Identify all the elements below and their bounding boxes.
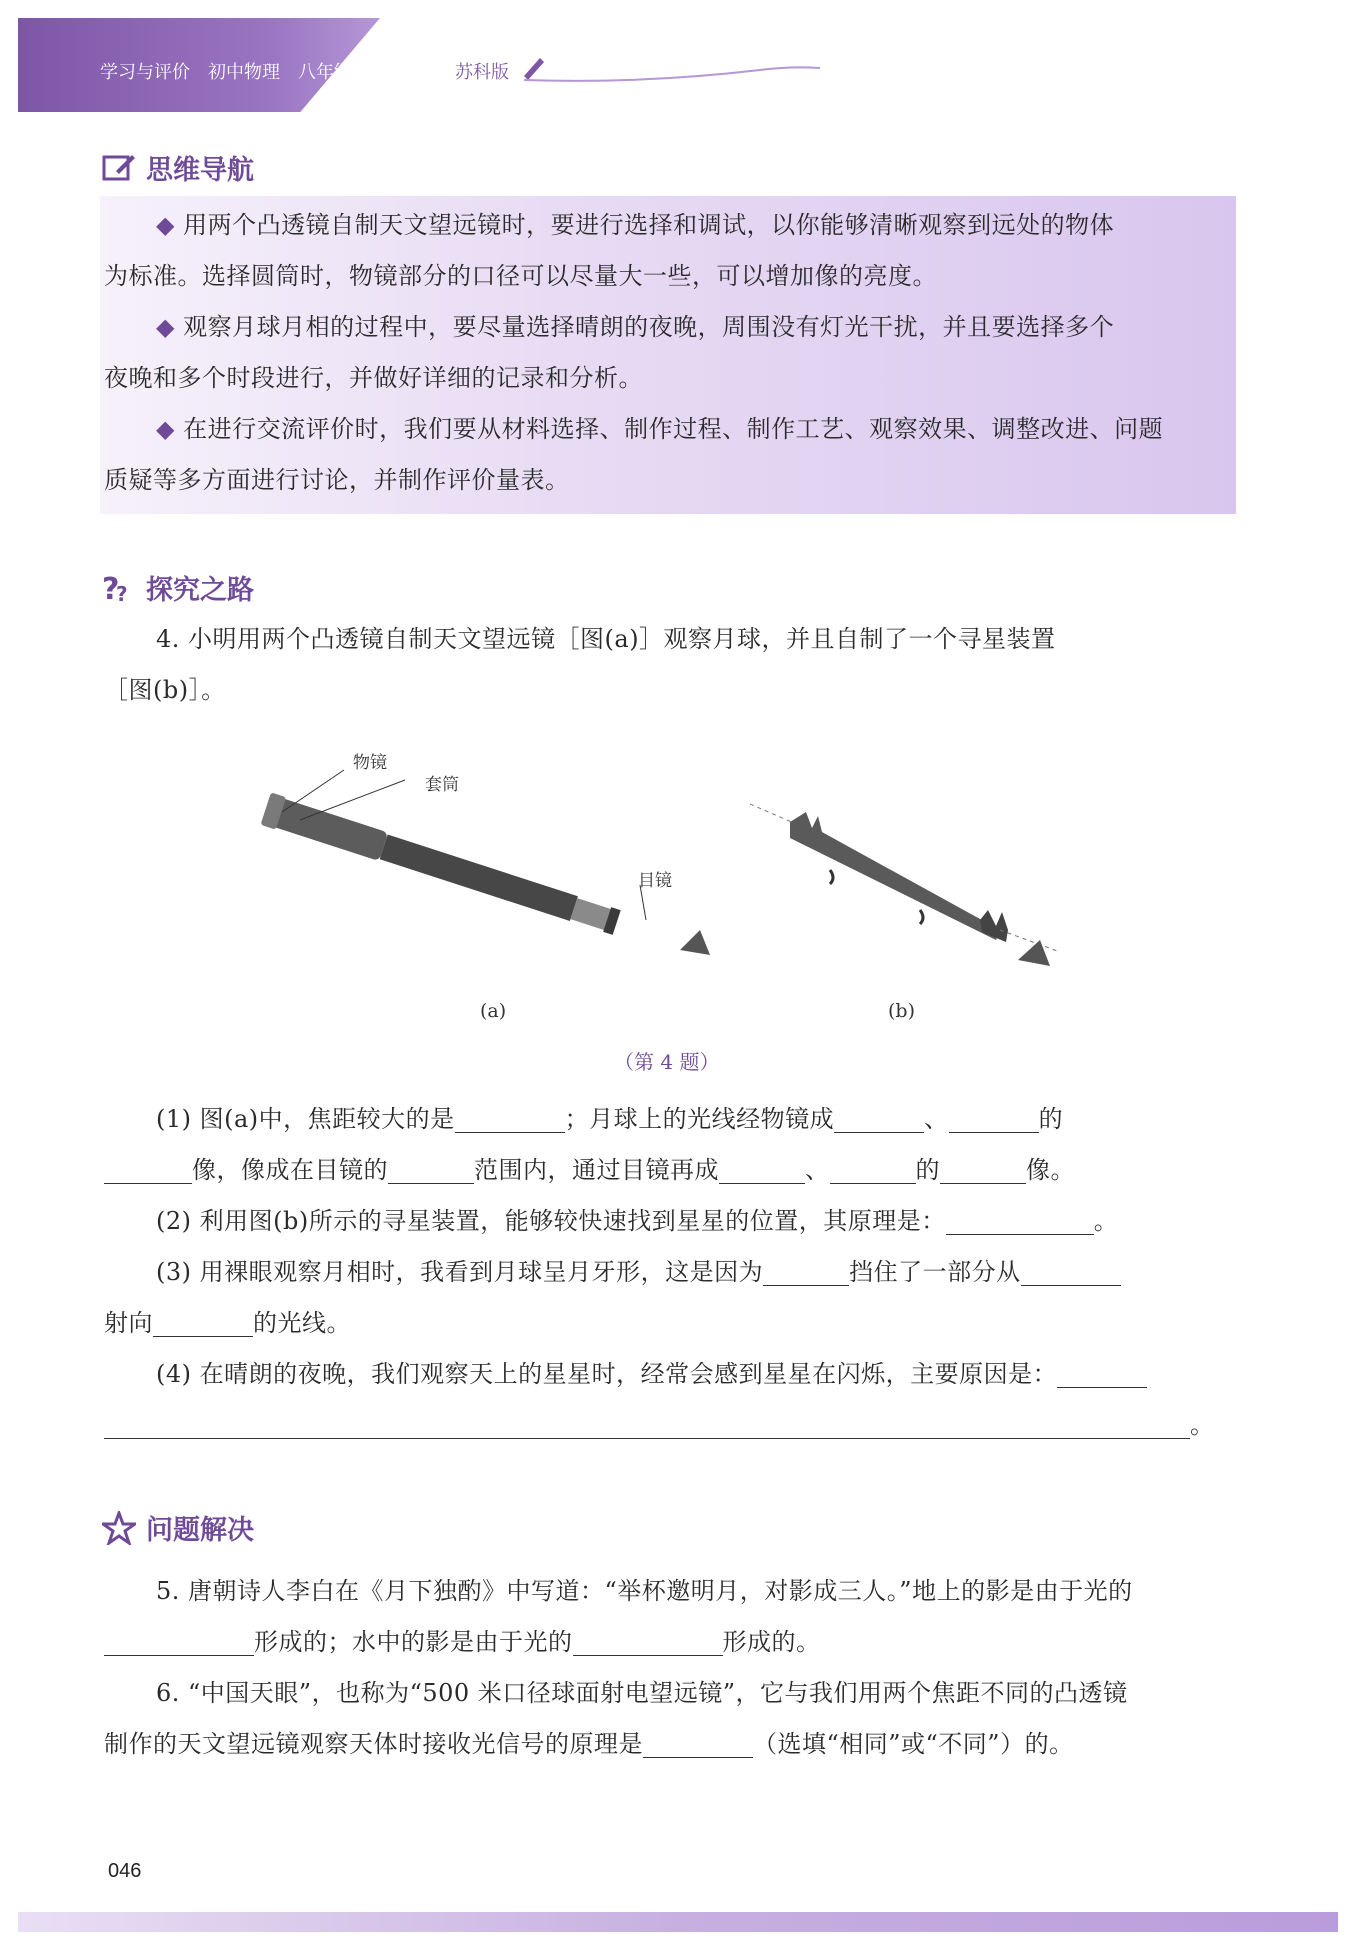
- answer-blank[interactable]: [1021, 1255, 1121, 1286]
- question-icon: [102, 571, 136, 605]
- section-solve-title: 问题解决: [146, 1515, 254, 1546]
- answer-blank[interactable]: [830, 1153, 916, 1184]
- answer-blank[interactable]: [719, 1153, 805, 1184]
- edit-icon: [102, 153, 136, 183]
- star-icon: [102, 1511, 136, 1545]
- answer-blank[interactable]: [153, 1306, 253, 1337]
- guide-item-1: ◆ 用两个凸透镜自制天文望远镜时，要进行选择和调试，以你能够清晰观察到远处的物体 为标准。选择圆筒时，物镜部分的口径可以尽量大一些，可以增加像的亮度。: [104, 211, 1115, 290]
- header-series: 学习与评价: [100, 62, 190, 83]
- pencil-icon: [520, 50, 820, 90]
- answer-blank[interactable]: [104, 1625, 254, 1656]
- question-4-part-4: (4) 在晴朗的夜晚，我们观察天上的星星时，经常会感到星星在闪烁，主要原因是： 。: [104, 1349, 1224, 1451]
- answer-blank[interactable]: [834, 1102, 924, 1133]
- label-tube: 套筒: [425, 775, 459, 795]
- guide-item-3: ◆ 在进行交流评价时，我们要从材料选择、制作过程、制作工艺、观察效果、调整改进、问题 质疑等多方面进行讨论，并制作评价量表。: [104, 415, 1164, 494]
- header-subject: 初中物理: [208, 62, 280, 83]
- answer-blank[interactable]: [388, 1153, 474, 1184]
- section-guide-heading: [102, 148, 254, 187]
- answer-blank[interactable]: [1057, 1357, 1147, 1388]
- label-eyepiece: 目镜: [638, 871, 672, 891]
- answer-blank[interactable]: [949, 1102, 1039, 1133]
- page-number: 046: [108, 1860, 142, 1882]
- diamond-icon: ◆: [156, 415, 184, 443]
- diamond-icon: ◆: [156, 313, 184, 341]
- question-5: 5. 唐朝诗人李白在《月下独酌》中写道：“举杯邀明月，对影成三人。”地上的影是由于光的 形成的；水中的影是由于光的 形成的。: [104, 1566, 1224, 1668]
- answer-blank[interactable]: [573, 1625, 723, 1656]
- diamond-icon: ◆: [156, 211, 184, 239]
- question-4-stem: 4. 小明用两个凸透镜自制天文望远镜［图(a)］观察月球，并且自制了一个寻星装置 ［图(b)］。: [104, 625, 1056, 704]
- label-figure-b: (b): [888, 1000, 915, 1022]
- answer-blank[interactable]: [763, 1255, 849, 1286]
- svg-text:?: ?: [102, 571, 120, 605]
- figure-a-telescope: [260, 740, 720, 980]
- answer-blank[interactable]: [643, 1727, 753, 1758]
- answer-blank[interactable]: [104, 1408, 1190, 1439]
- answer-blank[interactable]: [946, 1204, 1094, 1235]
- label-figure-a: (a): [480, 1000, 507, 1022]
- footer-band: [18, 1912, 1338, 1932]
- question-4-part-3: (3) 用裸眼观察月相时，我看到月球呈月牙形，这是因为 挡住了一部分从 射向 的光线。: [104, 1247, 1224, 1349]
- svg-text:?: ?: [116, 581, 128, 605]
- answer-blank[interactable]: [940, 1153, 1026, 1184]
- figure-b-finder: [750, 790, 1070, 990]
- answer-blank[interactable]: [104, 1153, 192, 1184]
- section-solve-heading: [102, 1508, 254, 1547]
- answer-blank[interactable]: [455, 1102, 565, 1133]
- header-title: [100, 57, 388, 85]
- header-edition: 苏科版: [455, 62, 509, 83]
- question-4-part-1: (1) 图(a)中，焦距较大的是 ；月球上的光线经物镜成 、 的 像，像成在目镜的 范围内，通过目镜再成 、 的 像。: [104, 1094, 1224, 1196]
- section-explore-title: 探究之路: [146, 575, 254, 606]
- section-guide-title: 思维导航: [146, 155, 254, 186]
- figure-caption: （第 4 题）: [614, 1050, 720, 1074]
- header-grade: 八年级上册: [298, 62, 388, 83]
- guide-item-2: ◆ 观察月球月相的过程中，要尽量选择晴朗的夜晚，周围没有灯光干扰，并且要选择多个 夜晚和多个时段进行，并做好详细的记录和分析。: [104, 313, 1115, 392]
- section-explore-heading: [102, 568, 254, 607]
- label-objective: 物镜: [353, 753, 387, 773]
- question-4-part-2: (2) 利用图(b)所示的寻星装置，能够较快速找到星星的位置，其原理是： 。: [104, 1196, 1224, 1247]
- question-6: 6. “中国天眼”，也称为“500 米口径球面射电望远镜”，它与我们用两个焦距不同的凸透镜 制作的天文望远镜观察天体时接收光信号的原理是 （选填“相同”或“不同”）的。: [104, 1679, 1128, 1758]
